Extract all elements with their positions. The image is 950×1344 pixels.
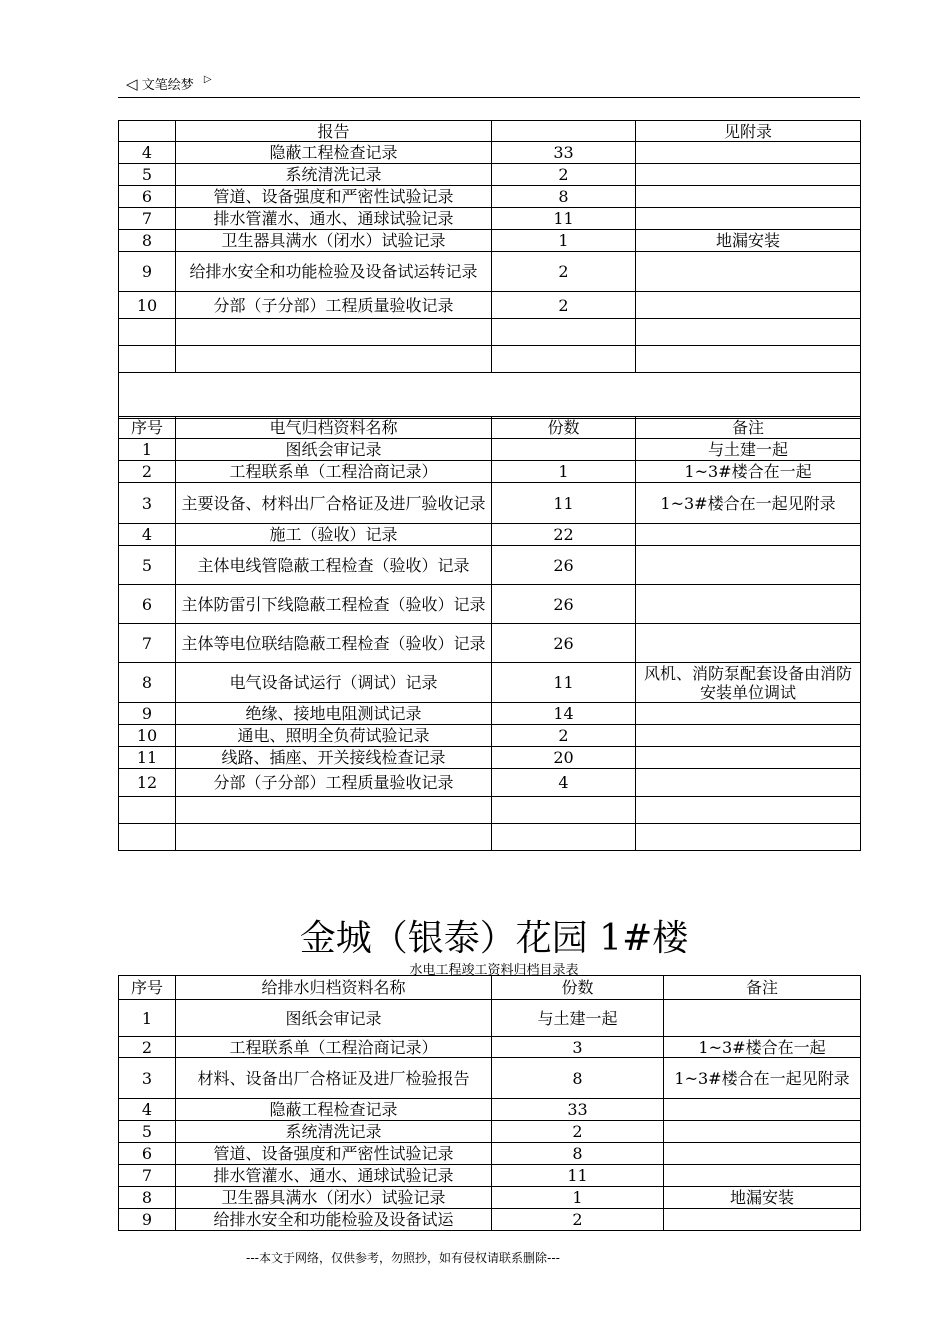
row-note: 风机、消防泵配套设备由消防安装单位调试 <box>636 663 861 703</box>
table-row <box>119 439 861 461</box>
row-name <box>176 346 492 373</box>
row-name: 排水管灌水、通水、通球试验记录 <box>176 208 492 230</box>
row-note <box>636 524 861 546</box>
row-note <box>636 797 861 824</box>
row-name: 系统清洗记录 <box>176 164 492 186</box>
drainage-table-continued <box>118 120 861 419</box>
table-row <box>119 292 861 319</box>
header-note: 备注 <box>664 976 861 1000</box>
row-number: 7 <box>119 624 176 663</box>
row-number: 7 <box>119 1165 176 1187</box>
row-note <box>636 546 861 585</box>
table-row <box>119 142 861 164</box>
row-note <box>636 769 861 797</box>
row-count: 8 <box>492 1143 664 1165</box>
row-count: 26 <box>492 546 636 585</box>
row-note <box>664 1209 861 1231</box>
row-note <box>636 824 861 851</box>
table-header-row <box>119 417 861 439</box>
row-name: 工程联系单（工程洽商记录） <box>176 1037 492 1058</box>
row-count: 2 <box>492 1121 664 1143</box>
table-row <box>119 747 861 769</box>
row-number <box>119 319 176 346</box>
row-number: 6 <box>119 186 176 208</box>
row-note <box>636 142 861 164</box>
row-number: 8 <box>119 230 176 252</box>
row-count: 2 <box>492 1209 664 1231</box>
row-note <box>664 1143 861 1165</box>
row-note: 1~3#楼合在一起 <box>664 1037 861 1058</box>
row-number: 4 <box>119 142 176 164</box>
row-name: 线路、插座、开关接线检查记录 <box>176 747 492 769</box>
row-number: 5 <box>119 164 176 186</box>
table-row <box>119 769 861 797</box>
header-count: 份数 <box>492 976 664 1000</box>
row-count: 与土建一起 <box>492 1000 664 1037</box>
table-row <box>119 121 861 142</box>
document-subtitle: 水电工程竣工资料归档目录表 <box>409 963 579 978</box>
row-number: 6 <box>119 1143 176 1165</box>
table-row <box>119 252 861 292</box>
row-count <box>492 346 636 373</box>
row-count <box>492 824 636 851</box>
row-count: 2 <box>492 252 636 292</box>
row-name: 主体防雷引下线隐蔽工程检查（验收）记录 <box>176 585 492 624</box>
row-name <box>176 319 492 346</box>
row-number: 1 <box>119 439 176 461</box>
table-row <box>119 546 861 585</box>
header-number: 序号 <box>119 976 176 1000</box>
row-name: 绝缘、接地电阻测试记录 <box>176 703 492 725</box>
header-count: 份数 <box>492 417 636 439</box>
row-note <box>636 186 861 208</box>
row-note: 1~3#楼合在一起见附录 <box>664 1058 861 1099</box>
row-number <box>119 346 176 373</box>
row-number: 7 <box>119 208 176 230</box>
row-name: 图纸会审记录 <box>176 1000 492 1037</box>
left-triangle-icon: ◁ <box>126 75 138 93</box>
row-note <box>636 164 861 186</box>
row-count: 22 <box>492 524 636 546</box>
spacer-cell <box>119 373 861 419</box>
row-name: 系统清洗记录 <box>176 1121 492 1143</box>
table-row <box>119 663 861 703</box>
row-count: 2 <box>492 164 636 186</box>
row-name: 管道、设备强度和严密性试验记录 <box>176 186 492 208</box>
table-row <box>119 1187 861 1209</box>
row-note: 见附录 <box>636 121 861 142</box>
row-note <box>664 1165 861 1187</box>
row-note <box>636 292 861 319</box>
table-row <box>119 230 861 252</box>
row-count: 1 <box>492 1187 664 1209</box>
row-name: 卫生器具满水（闭水）试验记录 <box>176 230 492 252</box>
row-note <box>636 585 861 624</box>
row-note <box>636 208 861 230</box>
row-count: 26 <box>492 585 636 624</box>
row-number: 8 <box>119 663 176 703</box>
row-number: 11 <box>119 747 176 769</box>
row-count <box>492 121 636 142</box>
header-title: 文笔绘梦 <box>141 78 194 93</box>
row-name: 给排水安全和功能检验及设备试运转记录 <box>176 252 492 292</box>
row-name: 分部（子分部）工程质量验收记录 <box>176 292 492 319</box>
drainage-archive-table <box>118 975 861 1231</box>
row-name <box>176 797 492 824</box>
row-note: 地漏安装 <box>636 230 861 252</box>
table-row <box>119 1209 861 1231</box>
row-count: 2 <box>492 292 636 319</box>
row-number: 5 <box>119 546 176 585</box>
row-count: 26 <box>492 624 636 663</box>
row-name: 通电、照明全负荷试验记录 <box>176 725 492 747</box>
electrical-archive-table <box>118 416 861 851</box>
row-number <box>119 797 176 824</box>
row-name: 施工（验收）记录 <box>176 524 492 546</box>
row-name: 管道、设备强度和严密性试验记录 <box>176 1143 492 1165</box>
row-count: 4 <box>492 769 636 797</box>
header-divider <box>118 97 860 98</box>
document-title: 金城（银泰）花园 1#楼 <box>299 918 689 959</box>
row-count <box>492 319 636 346</box>
row-count: 2 <box>492 725 636 747</box>
row-count: 11 <box>492 483 636 524</box>
row-number: 2 <box>119 1037 176 1058</box>
row-count: 8 <box>492 1058 664 1099</box>
row-count: 33 <box>492 1099 664 1121</box>
header-name: 给排水归档资料名称 <box>176 976 492 1000</box>
table-row <box>119 1099 861 1121</box>
row-note <box>636 725 861 747</box>
row-number: 6 <box>119 585 176 624</box>
row-number: 3 <box>119 483 176 524</box>
row-number: 9 <box>119 1209 176 1231</box>
row-number: 10 <box>119 725 176 747</box>
table-row <box>119 703 861 725</box>
row-count: 1 <box>492 230 636 252</box>
right-triangle-icon: ▷ <box>203 74 212 85</box>
row-name: 分部（子分部）工程质量验收记录 <box>176 769 492 797</box>
row-count: 33 <box>492 142 636 164</box>
row-note <box>664 1000 861 1037</box>
row-number: 10 <box>119 292 176 319</box>
page-header <box>126 74 212 93</box>
row-note <box>636 252 861 292</box>
table-row <box>119 524 861 546</box>
row-name: 隐蔽工程检查记录 <box>176 142 492 164</box>
row-number: 9 <box>119 252 176 292</box>
row-name <box>176 824 492 851</box>
row-number: 4 <box>119 1099 176 1121</box>
row-count: 14 <box>492 703 636 725</box>
row-number: 9 <box>119 703 176 725</box>
row-note: 与土建一起 <box>636 439 861 461</box>
table-row <box>119 1058 861 1099</box>
row-number: 5 <box>119 1121 176 1143</box>
row-note <box>664 1121 861 1143</box>
table-row <box>119 725 861 747</box>
header-name: 电气归档资料名称 <box>176 417 492 439</box>
row-name: 工程联系单（工程洽商记录） <box>176 461 492 483</box>
row-note <box>636 747 861 769</box>
table-row <box>119 824 861 851</box>
table-row <box>119 461 861 483</box>
row-name: 电气设备试运行（调试）记录 <box>176 663 492 703</box>
table-row <box>119 624 861 663</box>
row-number: 8 <box>119 1187 176 1209</box>
row-number: 3 <box>119 1058 176 1099</box>
header-number: 序号 <box>119 417 176 439</box>
row-count: 11 <box>492 208 636 230</box>
row-number: 1 <box>119 1000 176 1037</box>
row-count: 11 <box>492 1165 664 1187</box>
row-name: 报告 <box>176 121 492 142</box>
row-count: 8 <box>492 186 636 208</box>
row-number: 2 <box>119 461 176 483</box>
row-note <box>636 624 861 663</box>
table-row <box>119 319 861 346</box>
row-name: 主体等电位联结隐蔽工程检查（验收）记录 <box>176 624 492 663</box>
row-number <box>119 824 176 851</box>
row-name: 隐蔽工程检查记录 <box>176 1099 492 1121</box>
row-name: 主体电线管隐蔽工程检查（验收）记录 <box>176 546 492 585</box>
row-count: 1 <box>492 461 636 483</box>
row-note <box>664 1099 861 1121</box>
table-row <box>119 186 861 208</box>
row-number: 4 <box>119 524 176 546</box>
row-note <box>636 703 861 725</box>
table-row <box>119 585 861 624</box>
row-note: 1~3#楼合在一起 <box>636 461 861 483</box>
row-count: 3 <box>492 1037 664 1058</box>
row-number: 12 <box>119 769 176 797</box>
table-row <box>119 1143 861 1165</box>
table-row <box>119 346 861 373</box>
table-row <box>119 1000 861 1037</box>
row-name: 排水管灌水、通水、通球试验记录 <box>176 1165 492 1187</box>
row-note: 地漏安装 <box>664 1187 861 1209</box>
table-row <box>119 208 861 230</box>
row-count <box>492 797 636 824</box>
row-count: 11 <box>492 663 636 703</box>
table-header-row <box>119 976 861 1000</box>
row-name: 卫生器具满水（闭水）试验记录 <box>176 1187 492 1209</box>
table-spacer-row <box>119 373 861 419</box>
table-row <box>119 1165 861 1187</box>
row-count <box>492 439 636 461</box>
table-row <box>119 483 861 524</box>
row-name: 材料、设备出厂合格证及进厂检验报告 <box>176 1058 492 1099</box>
table-row <box>119 164 861 186</box>
row-count: 20 <box>492 747 636 769</box>
table-row <box>119 797 861 824</box>
row-name: 图纸会审记录 <box>176 439 492 461</box>
row-number <box>119 121 176 142</box>
table-row <box>119 1121 861 1143</box>
row-name: 给排水安全和功能检验及设备试运 <box>176 1209 492 1231</box>
row-note <box>636 346 861 373</box>
header-note: 备注 <box>636 417 861 439</box>
row-name: 主要设备、材料出厂合格证及进厂验收记录 <box>176 483 492 524</box>
table-row <box>119 1037 861 1058</box>
row-note: 1~3#楼合在一起见附录 <box>636 483 861 524</box>
row-note <box>636 319 861 346</box>
footer-disclaimer: ---本文于网络，仅供参考，勿照抄，如有侵权请联系删除--- <box>246 1251 560 1265</box>
